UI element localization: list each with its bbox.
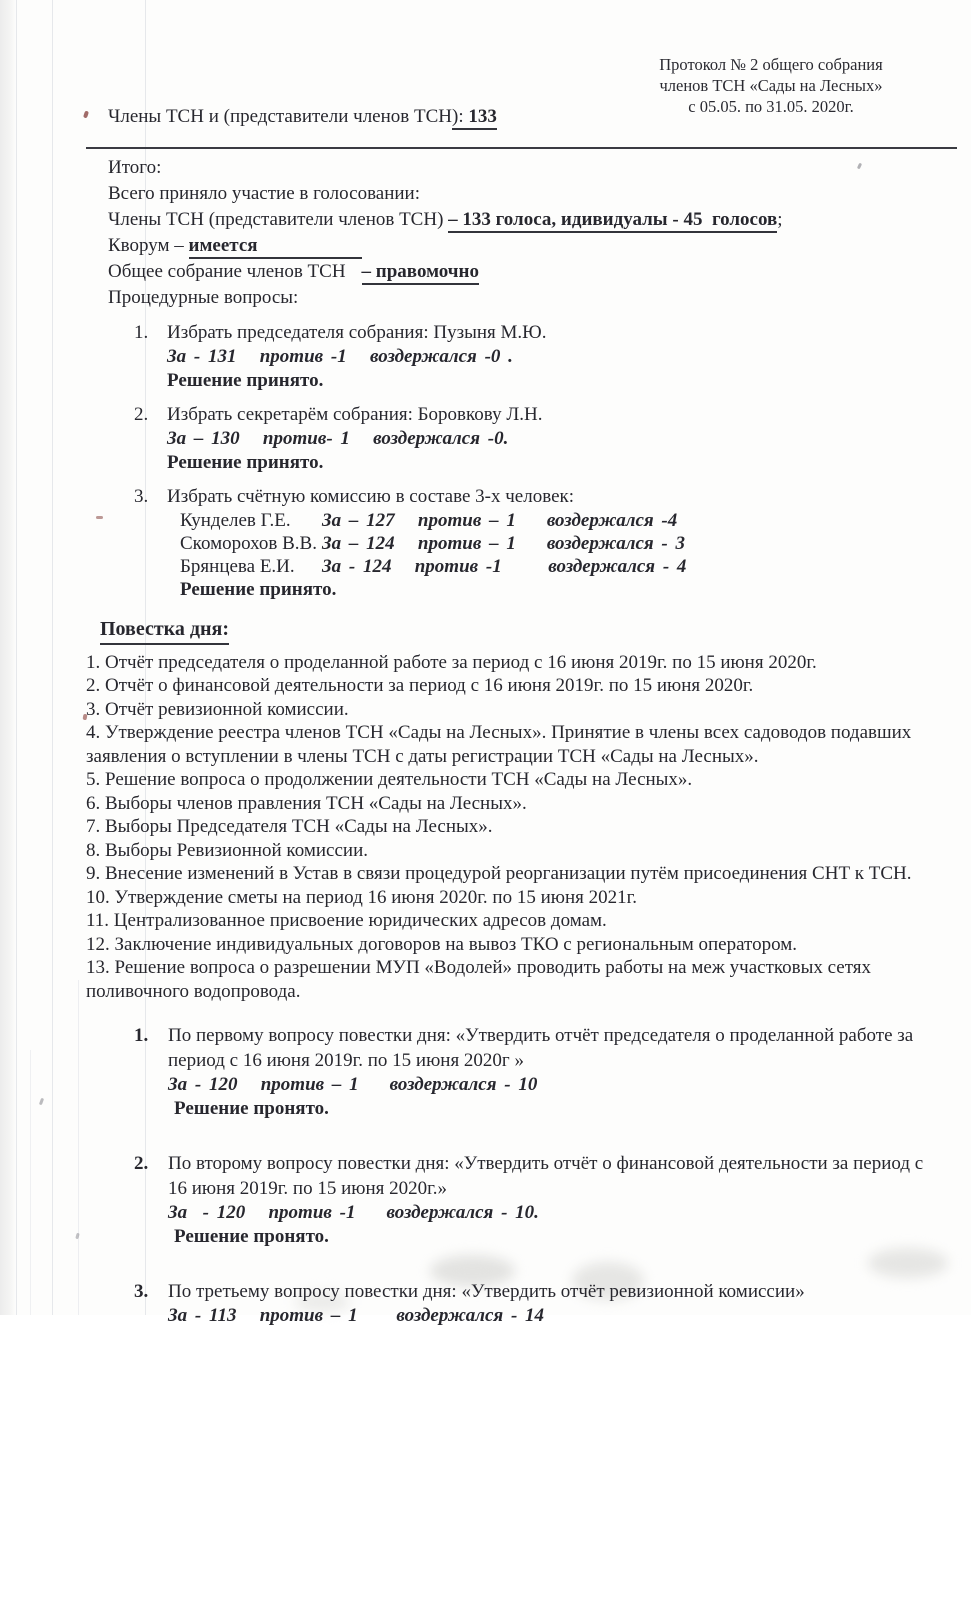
members-count-prefix: Члены ТСН и (представители членов ТСН xyxy=(108,106,452,127)
horizontal-rule xyxy=(86,147,957,149)
members-votes-value: – 133 голоса, идивидуалы - 45 голосов xyxy=(448,209,777,233)
procedural-item-2-title-row xyxy=(134,403,971,427)
agenda-title: Повестка дня: xyxy=(100,618,229,645)
resolution-item-1 xyxy=(134,1023,941,1121)
agenda-section xyxy=(86,618,949,1003)
candidate-name: Брянцева Е.И. xyxy=(180,556,295,577)
members-count-paren: ): xyxy=(452,106,469,127)
candidate-name: Скоморохов В.В. xyxy=(180,533,317,554)
procedural-item-2 xyxy=(134,403,971,475)
procedural-questions-title: Процедурные вопросы: xyxy=(108,287,299,308)
members-count-underlined xyxy=(452,106,497,130)
resolution-number: 2. xyxy=(134,1153,149,1174)
quorum-value: имеется xyxy=(189,235,362,259)
procedural-item-3 xyxy=(134,485,971,602)
candidate-name: Кунделев Г.Е. xyxy=(180,510,291,531)
resolution-result-line: Решение пронято. xyxy=(174,1226,329,1247)
resolutions-section xyxy=(134,1023,941,1328)
agenda-item: 1. Отчёт председателя о проделанной работе за период с 16 июня 2019г. по 15 июня 2020г. xyxy=(86,651,817,673)
quorum-prefix: Кворум – xyxy=(108,235,189,256)
agenda-item: 2. Отчёт о финансовой деятельности за период с 16 июня 2019г. по 15 июня 2020г. xyxy=(86,675,754,696)
resolution-2-text-row xyxy=(134,1151,941,1201)
candidate-row xyxy=(180,509,971,532)
candidate-vote: За – 124 против – 1 воздержался - 3 xyxy=(322,533,685,554)
totals-members-votes xyxy=(108,207,971,233)
agenda-item: 6. Выборы членов правления ТСН «Сады на Лесных». xyxy=(86,792,527,814)
procedural-item-1 xyxy=(134,321,971,393)
header-line-1: Протокол № 2 общего собрания xyxy=(659,55,883,74)
procedural-questions-list xyxy=(134,321,971,602)
totals-assembly xyxy=(108,259,971,285)
assembly-value: – правомочно xyxy=(362,261,479,285)
candidate-vote: За - 124 против -1 воздержался - 4 xyxy=(322,556,687,577)
resolution-vote-line: За - 113 против – 1 воздержался - 14 xyxy=(168,1305,545,1326)
candidate-row xyxy=(180,532,971,555)
item-title: Избрать счётную комиссию в составе 3-х человек: xyxy=(167,486,575,507)
totals-participated: Всего приняло участие в голосовании: xyxy=(108,183,421,204)
header-line-3: с 05.05. по 31.05. 2020г. xyxy=(688,97,854,116)
resolution-vote-line: За - 120 против – 1 воздержался - 10 xyxy=(168,1074,538,1095)
members-count-line xyxy=(108,104,971,130)
agenda-item: 10. Утверждение сметы на период 16 июня 2020г. по 15 июня 2021г. xyxy=(86,886,637,908)
resolution-1-text-row xyxy=(134,1023,941,1073)
agenda-item: 13. Решение вопроса о разрешении МУП «Водолей» проводить работы на меж участковых сетях поливочного водопровода. xyxy=(86,957,872,1002)
totals-quorum xyxy=(108,233,971,259)
agenda-item: 5. Решение вопроса о продолжении деятельности ТСН «Сады на Лесных». xyxy=(86,769,693,790)
item-vote-line: За - 131 против -1 воздержался -0 . xyxy=(167,346,513,367)
resolution-text: По второму вопросу повестки дня: «Утвердить отчёт о финансовой деятельности за период с 16 июня 2019г. по 15 июня 2020г.» xyxy=(168,1153,924,1199)
resolution-item-3 xyxy=(134,1279,941,1328)
agenda-item: 9. Внесение изменений в Устав в связи процедурой реорганизации путём присоединения СНТ к ТСН. xyxy=(86,863,912,884)
item-number: 3. xyxy=(134,486,149,507)
members-votes-suffix: ; xyxy=(777,209,783,230)
item-number: 2. xyxy=(134,404,149,425)
members-votes-prefix: Члены ТСН (представители членов ТСН) xyxy=(108,209,449,230)
totals-block xyxy=(108,155,971,311)
totals-itogo: Итого: xyxy=(108,157,162,178)
item-title: Избрать председателя собрания: Пузыня М.Ю. xyxy=(167,322,547,343)
agenda-item: 4. Утверждение реестра членов ТСН «Сады на Лесных». Принятие в члены всех садоводов подавших заявления о вступлении в члены ТСН с даты регистрации ТСН «Сады на Лесных». xyxy=(86,722,912,767)
agenda-item: 11. Централизованное присвоение юридических адресов домам. xyxy=(86,910,607,931)
assembly-prefix: Общее собрание членов ТСН xyxy=(108,261,346,282)
item-vote-line: За – 130 против- 1 воздержался -0. xyxy=(167,428,509,449)
agenda-item: 8. Выборы Ревизионной комиссии. xyxy=(86,839,368,861)
item-result-line: Решение принято. xyxy=(180,579,337,600)
resolution-text: По третьему вопросу повестки дня: «Утвердить отчёт ревизионной комиссии» xyxy=(168,1281,805,1302)
candidate-vote: За – 127 против – 1 воздержался -4 xyxy=(322,510,678,531)
resolution-result-line: Решение пронято. xyxy=(174,1098,329,1119)
resolution-item-2 xyxy=(134,1151,941,1249)
procedural-item-3-title-row xyxy=(134,485,971,509)
resolution-3-text-row xyxy=(134,1279,941,1304)
header-line-2: членов ТСН «Сады на Лесных» xyxy=(659,76,883,95)
agenda-item: 3. Отчёт ревизионной комиссии. xyxy=(86,698,349,720)
agenda-item: 7. Выборы Председателя ТСН «Сады на Лесных». xyxy=(86,816,493,837)
item-title: Избрать секретарём собрания: Боровкову Л.Н. xyxy=(167,404,543,425)
item-result-line: Решение принято. xyxy=(167,452,324,473)
procedural-item-1-title-row xyxy=(134,321,971,345)
resolution-number: 3. xyxy=(134,1281,149,1302)
item-number: 1. xyxy=(134,322,149,343)
candidate-row xyxy=(180,555,971,578)
resolution-text: По первому вопросу повестки дня: «Утвердить отчёт председателя о проделанной работе за период с 16 июня 2019г. по 15 июня 2020г » xyxy=(168,1025,914,1071)
item-result-line: Решение принято. xyxy=(167,370,324,391)
members-count-value: 133 xyxy=(468,106,497,127)
resolution-number: 1. xyxy=(134,1025,149,1046)
resolution-vote-line: За - 120 против -1 воздержался - 10. xyxy=(168,1202,539,1223)
agenda-item: 12. Заключение индивидуальных договоров на вывоз ТКО с региональным оператором. xyxy=(86,933,798,955)
